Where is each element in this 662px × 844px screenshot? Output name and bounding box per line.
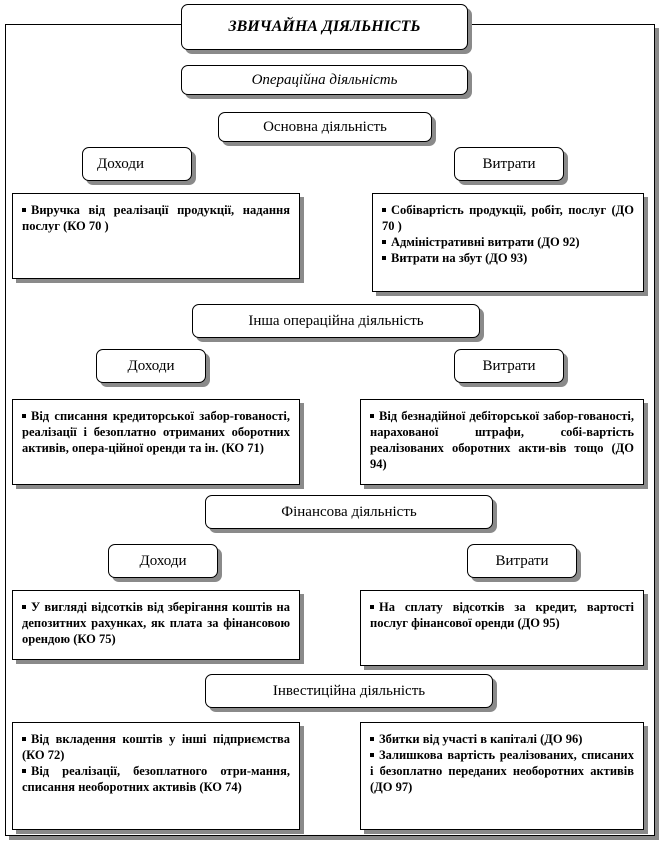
section-other-operating-title: Інша операційна діяльність xyxy=(192,304,480,338)
list-item: Від списання кредиторської забор-гованості, реалізації і безоплатно отриманих оборотних активів, опера-ційної оренди та ін. (КО 71) xyxy=(22,409,290,455)
diagram-title: ЗВИЧАЙНА ДІЯЛЬНІСТЬ xyxy=(181,4,468,50)
financial-income-box xyxy=(12,590,300,660)
list-item: Від вкладення коштів у інші підприємства (КО 72) xyxy=(22,732,290,762)
other-expense-label: Витрати xyxy=(454,349,564,383)
financial-expense-label: Витрати xyxy=(467,544,577,578)
bullet-icon xyxy=(370,414,374,418)
financial-income-label: Доходи xyxy=(108,544,218,578)
list-item: Від безнадійної дебіторської забор-гованості, нарахованої штрафи, собі-вартість реалізованих оборотних акти-вів тощо (ДО 94) xyxy=(370,409,634,471)
section-investment-title: Інвестиційна діяльність xyxy=(205,674,493,708)
list-item: Залишкова вартість реалізованих, списаних і безоплатно переданих необоротних активів (ДО 97) xyxy=(370,748,634,794)
list-item: Виручка від реалізації продукції, надання послуг (КО 70 ) xyxy=(22,203,290,233)
list-item: На сплату відсотків за кредит, вартості послуг фінансової оренди (ДО 95) xyxy=(370,600,634,630)
bullet-icon xyxy=(22,605,26,609)
bullet-icon xyxy=(370,605,374,609)
bullet-icon xyxy=(22,208,26,212)
investment-income-box xyxy=(12,722,300,830)
list-item: Витрати на збут (ДО 93) xyxy=(382,250,634,266)
main-income-label: Доходи xyxy=(82,147,192,181)
operating-activity-box: Операційна діяльність xyxy=(181,65,468,95)
section-financial-title: Фінансова діяльність xyxy=(205,495,493,529)
list-item: Собівартість продукції, робіт, послуг (ДО 70 ) xyxy=(382,203,634,233)
list-item: Збитки від участі в капіталі (ДО 96) xyxy=(370,731,634,747)
bullet-icon xyxy=(382,240,386,244)
bullet-icon xyxy=(22,414,26,418)
investment-expense-box xyxy=(360,722,644,830)
list-item: Адміністративні витрати (ДО 92) xyxy=(382,234,634,250)
main-expense-box xyxy=(372,193,644,292)
bullet-icon xyxy=(370,753,374,757)
list-item: У вигляді відсотків від зберігання коштів на депозитних рахунках, як плата за фінансовою орендою (КО 75) xyxy=(22,600,290,646)
bullet-icon xyxy=(22,737,26,741)
other-income-box xyxy=(12,399,300,485)
section-main-title: Основна діяльність xyxy=(218,112,432,142)
main-income-box xyxy=(12,193,300,279)
bullet-icon xyxy=(382,256,386,260)
other-expense-box xyxy=(360,399,644,485)
list-item: Від реалізації, безоплатного отри-мання, списання необоротних активів (КО 74) xyxy=(22,764,290,794)
other-income-label: Доходи xyxy=(96,349,206,383)
main-expense-label: Витрати xyxy=(454,147,564,181)
bullet-icon xyxy=(382,208,386,212)
bullet-icon xyxy=(370,737,374,741)
financial-expense-box xyxy=(360,590,644,666)
bullet-icon xyxy=(22,769,26,773)
